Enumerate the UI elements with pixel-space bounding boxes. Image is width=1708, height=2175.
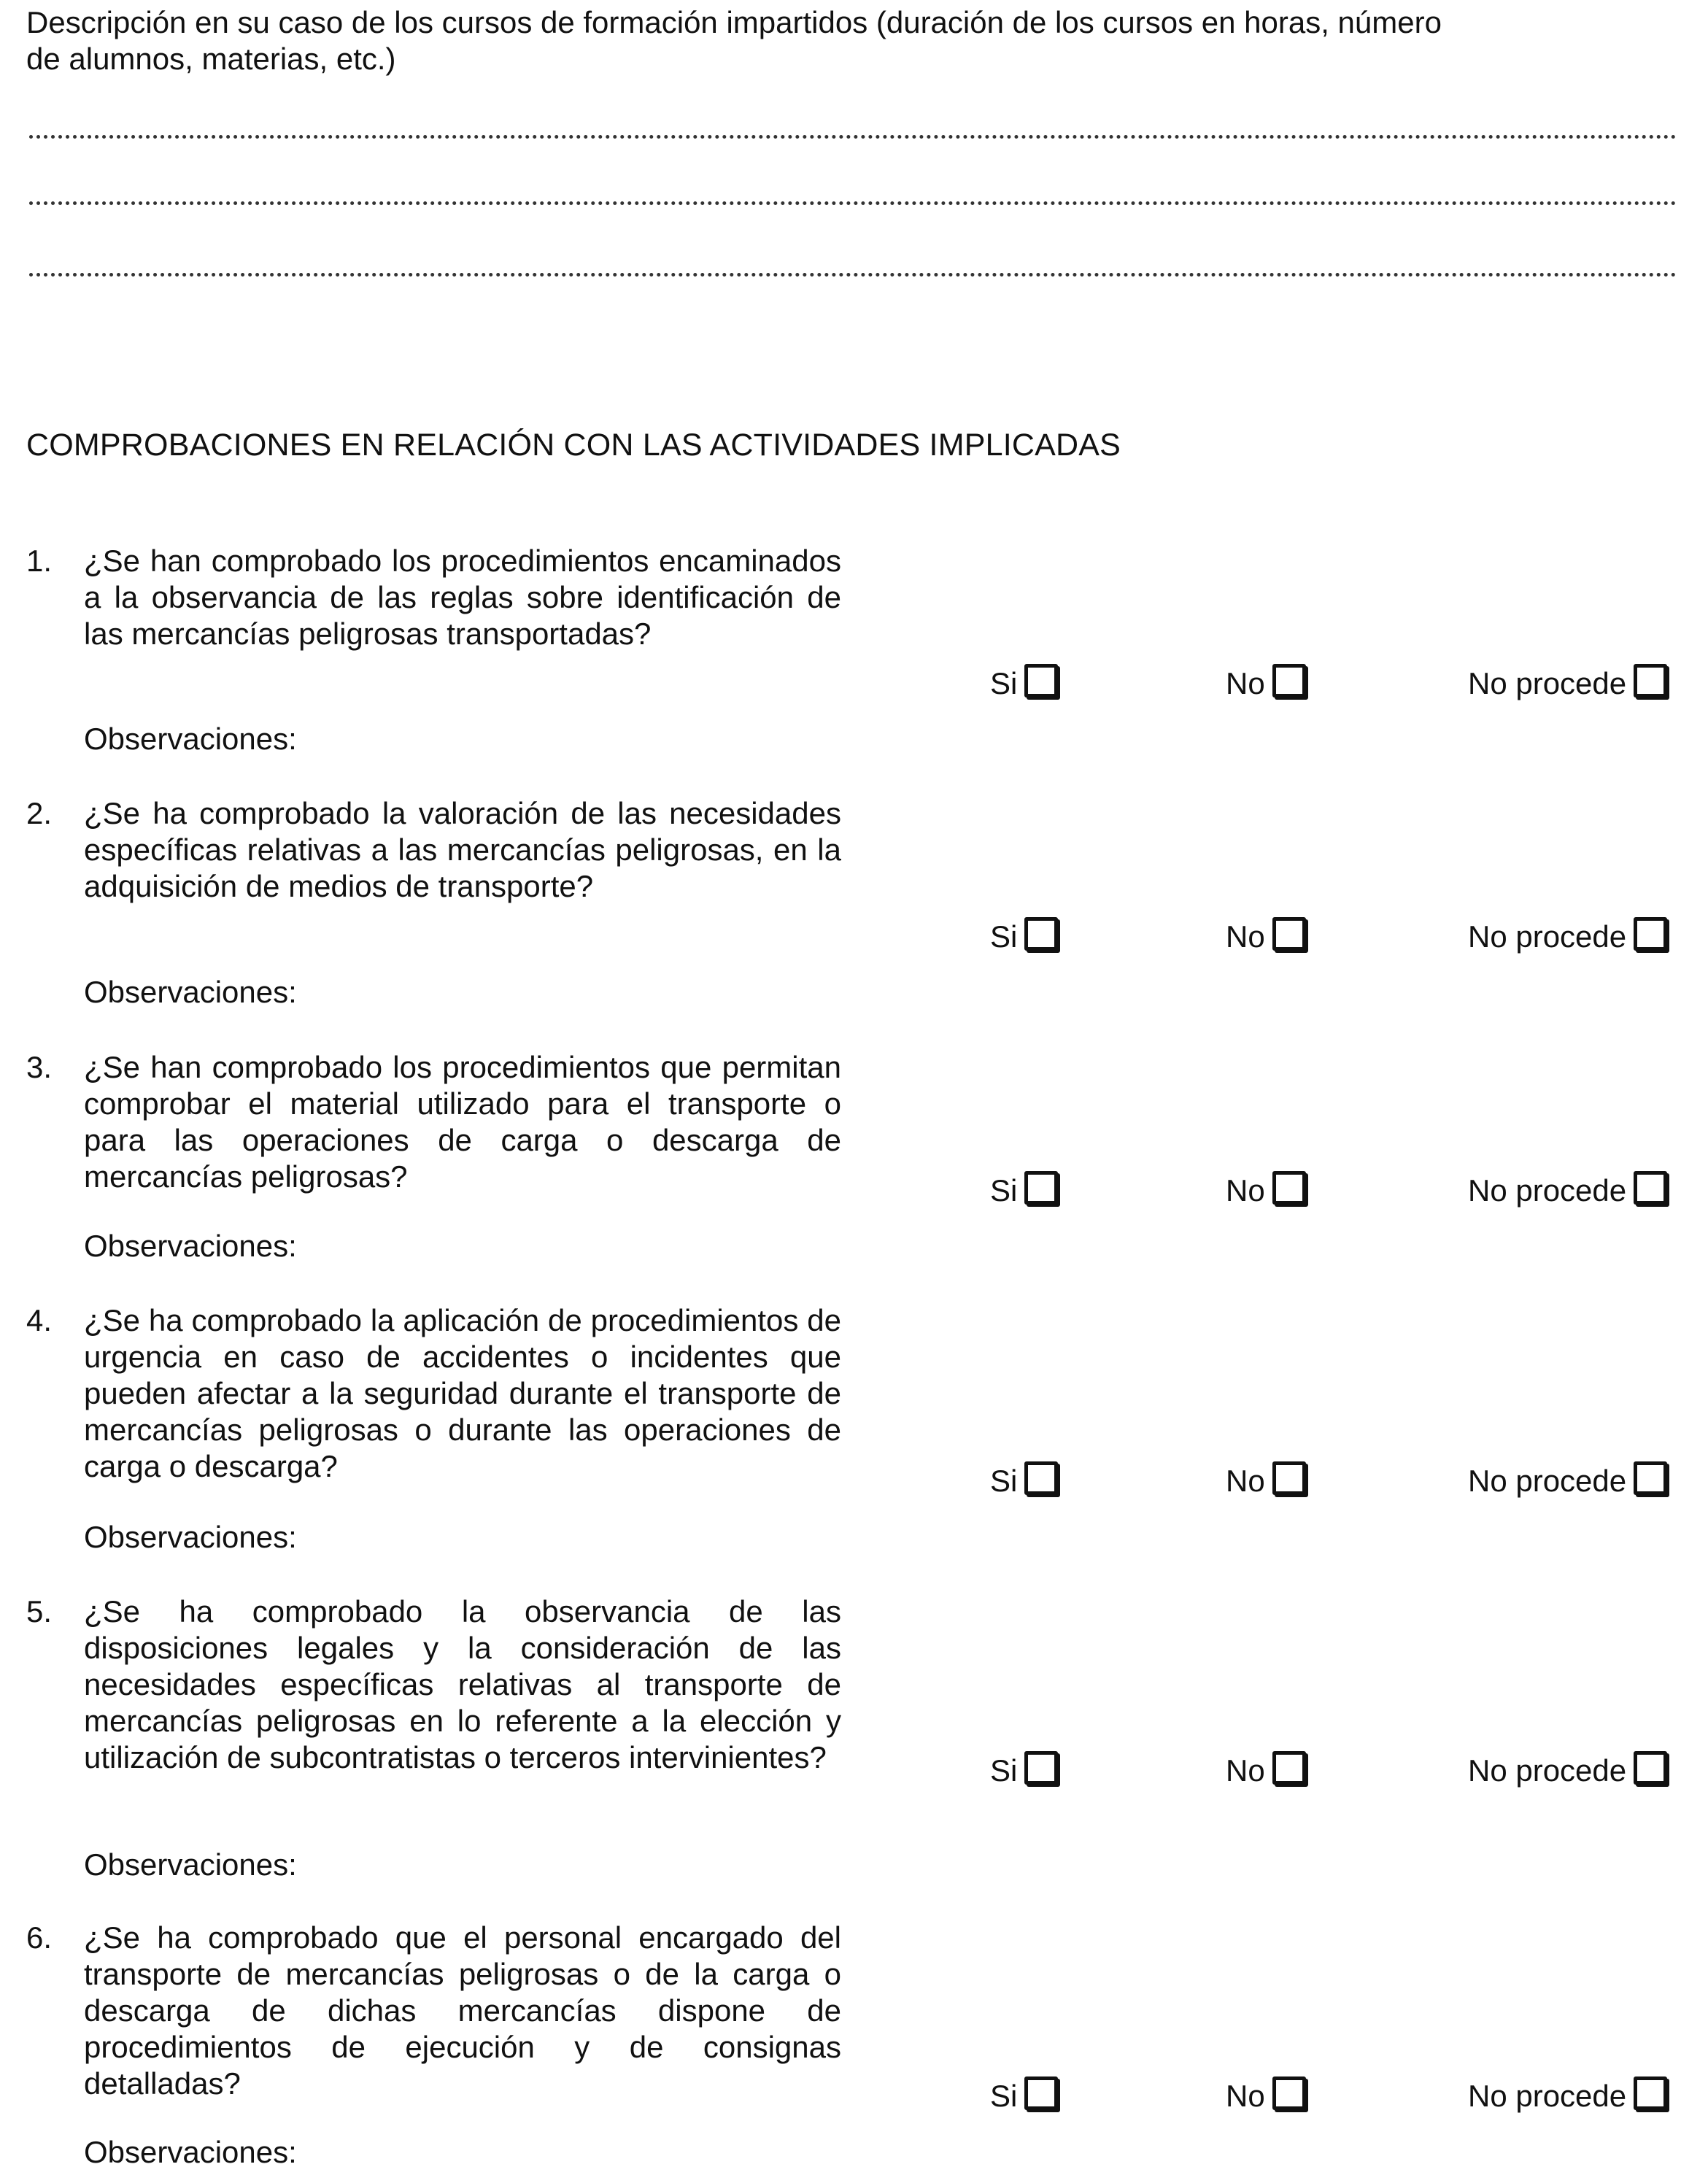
question-6-option-no[interactable] [1226, 2077, 1306, 2114]
option-no-label: No [1226, 2079, 1265, 2113]
checkbox-icon[interactable] [1634, 917, 1667, 951]
option-si-label: Si [990, 1464, 1018, 1498]
section-title: COMPROBACIONES EN RELACIÓN CON LAS ACTIVIDADES IMPLICADAS [26, 428, 1121, 463]
answer-line-2[interactable] [29, 201, 1677, 205]
question-2-number: 2. [26, 796, 53, 830]
question-5-observations-label: Observaciones: [84, 1847, 297, 1882]
question-2-text: ¿Se ha comprobado la valoración de las necesidades específicas relativas a las mercancías peligrosas, en la adquisición de medios de transporte? [84, 796, 841, 903]
question-2-option-si[interactable] [990, 917, 1058, 955]
question-3-option-si[interactable] [990, 1171, 1058, 1209]
question-4-option-si[interactable] [990, 1461, 1058, 1499]
answer-line-3[interactable] [29, 273, 1677, 277]
question-6-observations-label: Observaciones: [84, 2135, 297, 2169]
question-6-option-si[interactable] [990, 2077, 1058, 2114]
checkbox-icon[interactable] [1272, 917, 1306, 951]
question-1-option-no[interactable] [1226, 664, 1306, 702]
question-3-text: ¿Se han comprobado los procedimientos que permitan comprobar el material utilizado para el transporte o para las operaciones de carga o descarga de mercancías peligrosas? [84, 1050, 841, 1194]
checkbox-icon[interactable] [1024, 1751, 1058, 1785]
question-1-observations-label: Observaciones: [84, 722, 297, 756]
question-4-text: ¿Se ha comprobado la aplicación de procedimientos de urgencia en caso de accidentes o incidentes que pueden afectar a la seguridad durante el transporte de mercancías peligrosas o durante las operaciones de carga o descarga? [84, 1303, 841, 1483]
question-3-observations-label: Observaciones: [84, 1229, 297, 1263]
question-2-option-no-procede[interactable] [1468, 917, 1667, 955]
option-no-label: No [1226, 919, 1265, 954]
option-no-procede-label: No procede [1468, 1173, 1627, 1208]
checkbox-icon[interactable] [1634, 664, 1667, 698]
checkbox-icon[interactable] [1024, 2077, 1058, 2110]
checkbox-icon[interactable] [1272, 2077, 1306, 2110]
checkbox-icon[interactable] [1024, 1461, 1058, 1495]
question-5-number: 5. [26, 1594, 53, 1629]
question-4-option-no[interactable] [1226, 1461, 1306, 1499]
question-5-text: ¿Se ha comprobado la observancia de las disposiciones legales y la consideración de las necesidades específicas relativas al transporte de mercancías peligrosas en lo referente a la elección y utilización de subcontratistas o terceros intervinientes? [84, 1594, 841, 1774]
checkbox-icon[interactable] [1272, 1461, 1306, 1495]
checkbox-icon[interactable] [1272, 1171, 1306, 1205]
option-no-label: No [1226, 1464, 1265, 1498]
question-4-option-no-procede[interactable] [1468, 1461, 1667, 1499]
option-si-label: Si [990, 2079, 1018, 2113]
question-2-observations-label: Observaciones: [84, 975, 297, 1009]
option-si-label: Si [990, 1753, 1018, 1788]
checkbox-icon[interactable] [1634, 2077, 1667, 2110]
checkbox-icon[interactable] [1634, 1171, 1667, 1205]
question-6-option-no-procede[interactable] [1468, 2077, 1667, 2114]
question-1-option-si[interactable] [990, 664, 1058, 702]
option-no-procede-label: No procede [1468, 666, 1627, 700]
checkbox-icon[interactable] [1024, 664, 1058, 698]
question-6-text: ¿Se ha comprobado que el personal encargado del transporte de mercancías peligrosas o de la carga o descarga de dichas mercancías dispone de procedimientos de ejecución y de consignas detalladas? [84, 1920, 841, 2101]
checkbox-icon[interactable] [1634, 1461, 1667, 1495]
question-4-number: 4. [26, 1303, 53, 1337]
question-1-text: ¿Se han comprobado los procedimientos encaminados a la observancia de las reglas sobre identificación de las mercancías peligrosas transportadas? [84, 544, 841, 651]
checkbox-icon[interactable] [1272, 664, 1306, 698]
question-1-number: 1. [26, 544, 53, 578]
answer-line-1[interactable] [29, 135, 1677, 139]
training-courses-description-label: Descripción en su caso de los cursos de formación impartidos (duración de los cursos en horas, número de alumnos, materias, etc.) [26, 5, 1442, 76]
checkbox-icon[interactable] [1024, 917, 1058, 951]
question-5-option-no[interactable] [1226, 1751, 1306, 1789]
question-2-option-no[interactable] [1226, 917, 1306, 955]
question-3-option-no-procede[interactable] [1468, 1171, 1667, 1209]
option-no-procede-label: No procede [1468, 1464, 1627, 1498]
question-3-number: 3. [26, 1050, 53, 1084]
option-si-label: Si [990, 666, 1018, 700]
checkbox-icon[interactable] [1634, 1751, 1667, 1785]
checkbox-icon[interactable] [1024, 1171, 1058, 1205]
option-no-procede-label: No procede [1468, 2079, 1627, 2113]
checkbox-icon[interactable] [1272, 1751, 1306, 1785]
question-4-observations-label: Observaciones: [84, 1520, 297, 1554]
question-5-option-no-procede[interactable] [1468, 1751, 1667, 1789]
question-1-option-no-procede[interactable] [1468, 664, 1667, 702]
option-no-procede-label: No procede [1468, 919, 1627, 954]
option-no-procede-label: No procede [1468, 1753, 1627, 1788]
option-no-label: No [1226, 1173, 1265, 1208]
option-si-label: Si [990, 1173, 1018, 1208]
question-5-option-si[interactable] [990, 1751, 1058, 1789]
option-si-label: Si [990, 919, 1018, 954]
question-6-number: 6. [26, 1920, 53, 1955]
option-no-label: No [1226, 666, 1265, 700]
option-no-label: No [1226, 1753, 1265, 1788]
question-3-option-no[interactable] [1226, 1171, 1306, 1209]
